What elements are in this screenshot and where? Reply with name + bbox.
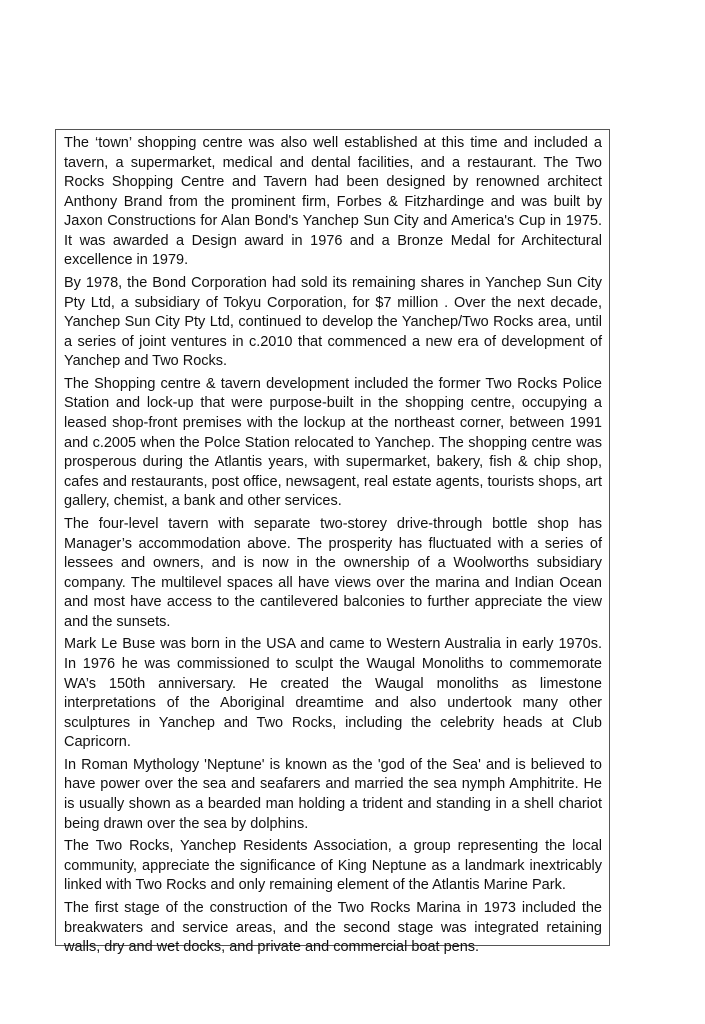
paragraph-police-station: The Shopping centre & tavern development included the former Two Rocks Police Station and lock-up that were purpose-built in the shopping centre, occupying a leased shop-front premises with the lockup at the northeast corner, between 1991 and c.2005 when the Polce Station relocated to Yanchep. The shopping centre was prosperous during the Atlantis years, with supermarket, bakery, fish & chip shop, cafes and restaurants, post office, newsagent, real estate agents, tourists shops, art gallery, chemist, a bank and other services. [64,375,602,510]
paragraph-residents-association: The Two Rocks, Yanchep Residents Association, a group representing the local community, appreciate the significance of King Neptune as a landmark inextricably linked with Two Rocks and only remaining element of the Atlantis Marine Park. [64,838,602,894]
paragraph-neptune-mythology: In Roman Mythology 'Neptune' is known as the 'god of the Sea' and is believed to have power over the sea and seafarers and married the sea nymph Amphitrite. He is usually shown as a bearded man holding a trident and standing in a shell chariot being drawn over the sea by dolphins. [64,756,602,832]
paragraph-shopping-centre: The ‘town’ shopping centre was also well established at this time and included a tavern, a supermarket, medical and dental facilities, and a restaurant. The Two Rocks Shopping Centre and Tavern had been designed by renowned architect Anthony Brand from the prominent firm, Forbes & Fitzhardinge and was built by Jaxon Constructions for Alan Bond's Yanchep Sun City and America's Cup in 1975. It was awarded a Design award in 1976 and a Bronze Medal for Architectural excellence in 1979. [64,135,602,269]
paragraph-bond-corporation: By 1978, the Bond Corporation had sold its remaining shares in Yanchep Sun City Pty Ltd, a subsidiary of Tokyu Corporation, for $7 million . Over the next decade, Yanchep Sun City Pty Ltd, continued to develop the Yanchep/Two Rocks area, until a series of joint ventures in c.2010 that commenced a new era of development of Yanchep and Two Rocks. [64,275,602,370]
text-frame [55,129,610,956]
paragraph-tavern: The four-level tavern with separate two-storey drive-through bottle shop has Manager’s accommodation above. The prosperity has fluctuated with a series of lessees and owners, and is now in the ownership of a Woolworths subsidiary company. The multilevel spaces all have views over the marina and Indian Ocean and most have access to the cantilevered balconies to further appreciate the view and the sunsets. [64,515,602,630]
paragraph-marina: The first stage of the construction of the Two Rocks Marina in 1973 included the breakwaters and service areas, and the second stage was integrated retaining walls, dry and wet docks, and private and commercial boat pens. [64,900,602,956]
paragraph-mark-le-buse: Mark Le Buse was born in the USA and came to Western Australia in early 1970s. In 1976 he was commissioned to sculpt the Waugal Monoliths to commemorate WA’s 150th anniversary. He created the Waugal monoliths as limestone interpretations of the Aboriginal dreamtime and also undertook many other sculptures in Yanchep and Two Rocks, including the celebrity heads at Club Capricorn. [64,636,602,751]
